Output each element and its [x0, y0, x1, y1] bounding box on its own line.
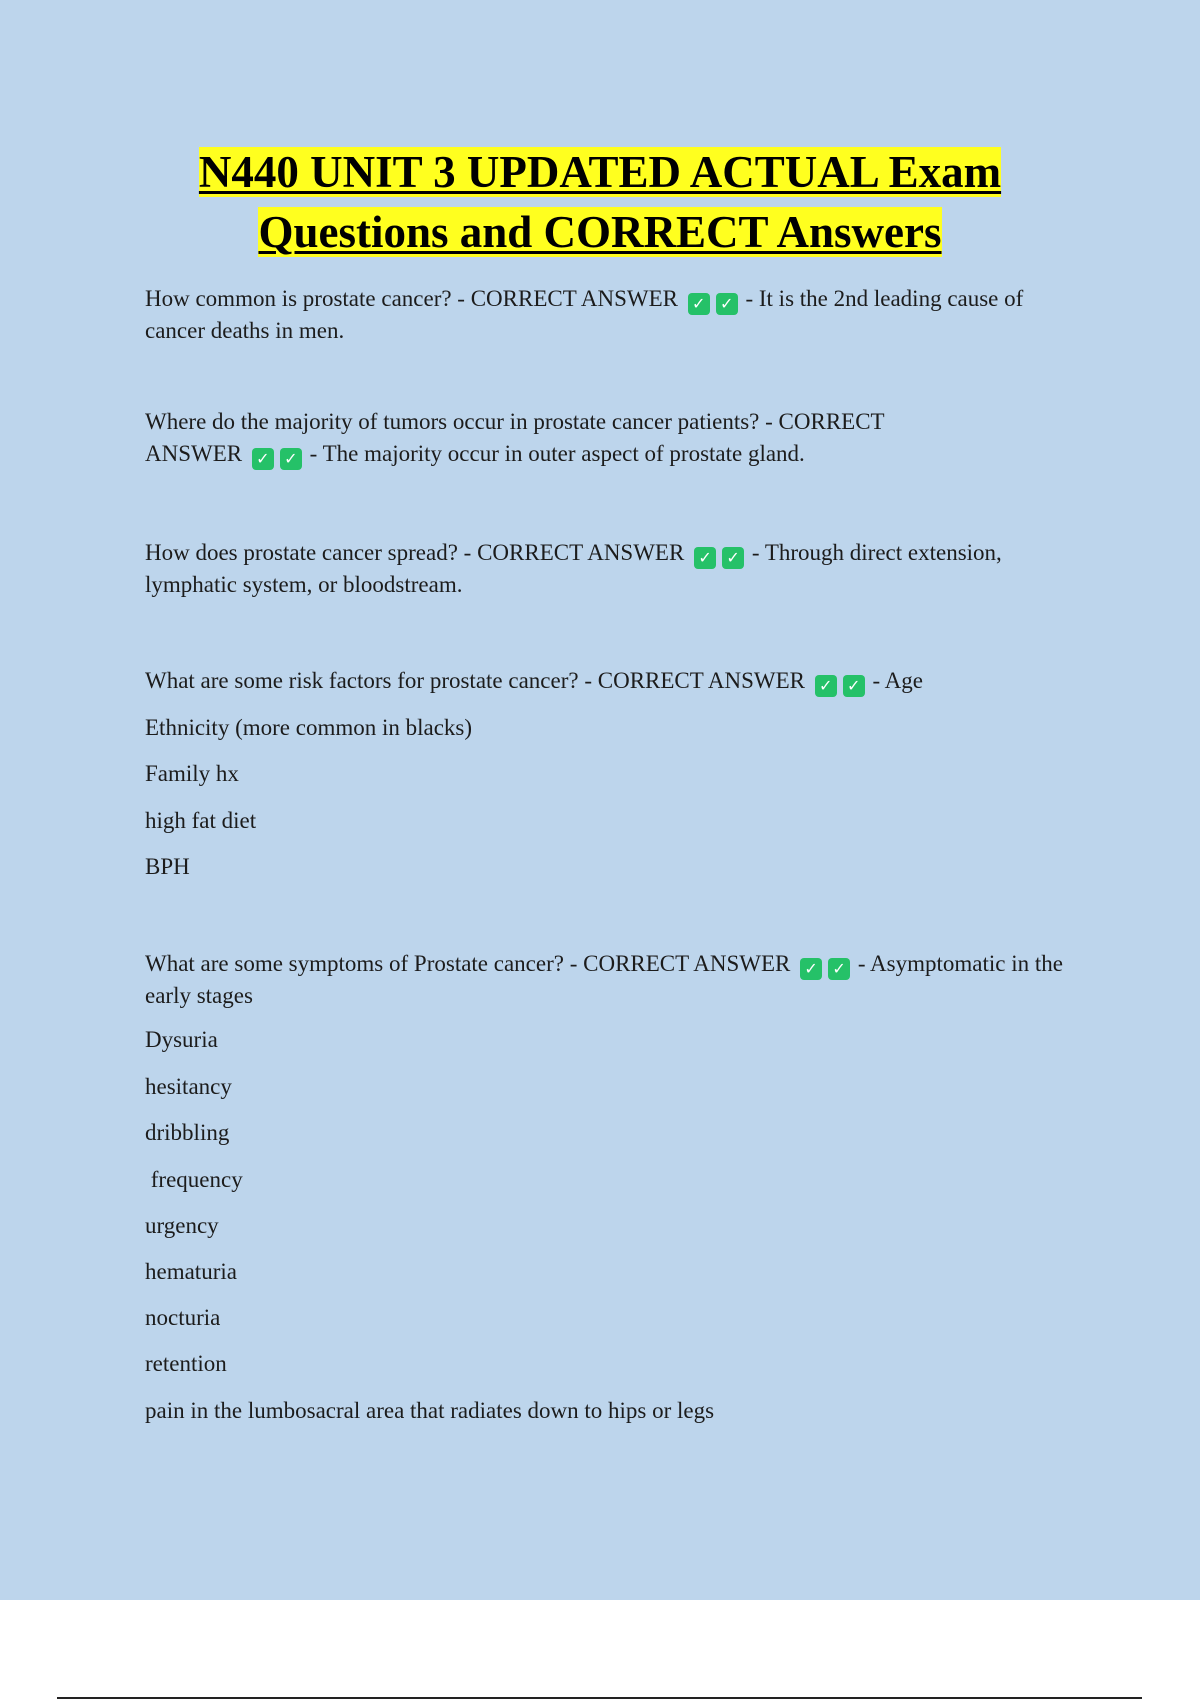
document-title [0, 142, 1200, 262]
check-icon: ✓ [694, 547, 716, 569]
list-item: Ethnicity (more common in blacks) [145, 715, 473, 740]
check-icon: ✓ [280, 448, 302, 470]
answer-text: - Age [872, 668, 923, 693]
qa-block-4 [145, 665, 1075, 697]
check-icon: ✓ [688, 293, 710, 315]
title-line-2: Questions and CORRECT Answers [258, 207, 942, 257]
qa-block-2 [145, 406, 935, 470]
list-item: retention [145, 1351, 227, 1376]
answer-text: - Asymptomatic in the early stages [145, 951, 1063, 1008]
list-item: dribbling [145, 1120, 230, 1145]
footer-divider [57, 1697, 1142, 1699]
qa-block-5 [145, 948, 1075, 1012]
check-icon: ✓ [828, 958, 850, 980]
list-item: hematuria [145, 1259, 237, 1284]
question-text: How does prostate cancer spread? - CORRECT ANSWER [145, 540, 685, 565]
check-icon: ✓ [252, 448, 274, 470]
check-icon: ✓ [800, 958, 822, 980]
check-icon: ✓ [722, 547, 744, 569]
qa-block-3 [145, 537, 1075, 601]
check-icon: ✓ [815, 675, 837, 697]
question-text: Where do the majority of tumors occur in prostate cancer patients? - CORRECT ANSWER [145, 409, 885, 466]
qa-block-1 [145, 283, 1075, 347]
title-line-1: N440 UNIT 3 UPDATED ACTUAL Exam [198, 147, 1002, 197]
question-text: What are some symptoms of Prostate cancer? - CORRECT ANSWER [145, 951, 791, 976]
list-item: Family hx [145, 761, 239, 786]
list-item: urgency [145, 1213, 219, 1238]
answer-text: - It is the 2nd leading cause of cancer deaths in men. [145, 286, 1024, 343]
list-item: pain in the lumbosacral area that radiates down to hips or legs [145, 1398, 715, 1423]
check-icon: ✓ [716, 293, 738, 315]
list-item: BPH [145, 854, 190, 879]
check-icon: ✓ [843, 675, 865, 697]
answer-text: - The majority occur in outer aspect of prostate gland. [309, 441, 805, 466]
list-item: high fat diet [145, 808, 257, 833]
list-item: hesitancy [145, 1074, 232, 1099]
list-item: frequency [145, 1167, 243, 1192]
list-item: nocturia [145, 1305, 221, 1330]
answer-text: - Through direct extension, lymphatic system, or bloodstream. [145, 540, 1002, 597]
question-text: How common is prostate cancer? - CORRECT ANSWER [145, 286, 678, 311]
list-item: Dysuria [145, 1027, 218, 1052]
question-text: What are some risk factors for prostate cancer? - CORRECT ANSWER [145, 668, 805, 693]
